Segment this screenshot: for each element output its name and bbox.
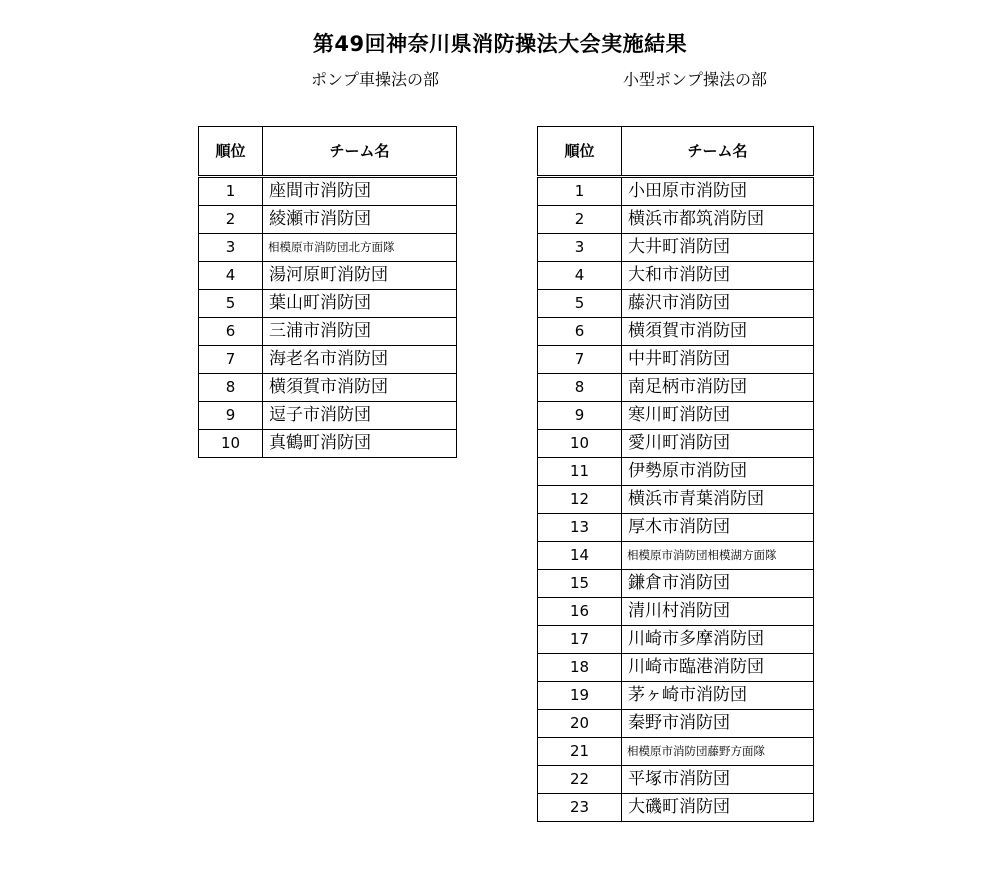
table-row (538, 514, 814, 542)
rank-cell: 9 (538, 402, 622, 430)
table-row (538, 290, 814, 318)
table-row (538, 486, 814, 514)
team-name-cell: 真鶴町消防団 (263, 430, 457, 458)
table-row (538, 458, 814, 486)
rank-cell: 11 (538, 458, 622, 486)
rank-cell: 5 (538, 290, 622, 318)
rank-cell: 18 (538, 654, 622, 682)
table-row (199, 430, 457, 458)
table-row (538, 206, 814, 234)
team-name-cell: 海老名市消防団 (263, 346, 457, 374)
table-row (538, 346, 814, 374)
rank-cell: 8 (538, 374, 622, 402)
team-name-cell: 綾瀬市消防団 (263, 206, 457, 234)
team-name-cell: 横浜市青葉消防団 (622, 486, 814, 514)
rank-cell: 4 (199, 262, 263, 290)
team-name-cell: 中井町消防団 (622, 346, 814, 374)
team-name-cell: 三浦市消防団 (263, 318, 457, 346)
table-row (538, 682, 814, 710)
team-name-cell: 伊勢原市消防団 (622, 458, 814, 486)
rank-cell: 10 (199, 430, 263, 458)
rank-cell: 22 (538, 766, 622, 794)
team-name-cell: 大和市消防団 (622, 262, 814, 290)
rank-cell: 7 (199, 346, 263, 374)
table-row (538, 318, 814, 346)
rank-cell: 17 (538, 626, 622, 654)
table-row (199, 374, 457, 402)
table-row (538, 177, 814, 206)
rank-cell: 8 (199, 374, 263, 402)
table-row (538, 738, 814, 766)
table-row (538, 402, 814, 430)
team-name-cell: 寒川町消防団 (622, 402, 814, 430)
team-name-cell: 平塚市消防団 (622, 766, 814, 794)
rank-cell: 20 (538, 710, 622, 738)
table-row (199, 290, 457, 318)
table-row (199, 402, 457, 430)
pump-section-heading: ポンプ車操法の部 (310, 70, 439, 89)
rank-cell: 6 (199, 318, 263, 346)
table-header-row (538, 127, 814, 177)
table-row (538, 626, 814, 654)
rank-column-header: 順位 (199, 127, 263, 177)
rank-cell: 2 (538, 206, 622, 234)
table-row (538, 794, 814, 822)
team-name-cell: 湯河原町消防団 (263, 262, 457, 290)
table-row (199, 346, 457, 374)
team-name-cell: 愛川町消防団 (622, 430, 814, 458)
rank-cell: 5 (199, 290, 263, 318)
small-pump-section-heading: 小型ポンプ操法の部 (622, 70, 767, 89)
rank-cell: 1 (199, 177, 263, 206)
table-row (538, 262, 814, 290)
table-row (199, 206, 457, 234)
team-name-cell: 川崎市臨港消防団 (622, 654, 814, 682)
team-name-cell: 座間市消防団 (263, 177, 457, 206)
rank-cell: 9 (199, 402, 263, 430)
team-name-cell: 鎌倉市消防団 (622, 570, 814, 598)
small-pump-results-table (537, 126, 814, 822)
team-name-cell: 逗子市消防団 (263, 402, 457, 430)
rank-cell: 12 (538, 486, 622, 514)
rank-cell: 4 (538, 262, 622, 290)
team-name-cell: 相模原市消防団北方面隊 (263, 234, 457, 262)
rank-cell: 13 (538, 514, 622, 542)
team-column-header: チーム名 (263, 127, 457, 177)
table-row (199, 177, 457, 206)
rank-cell: 1 (538, 177, 622, 206)
team-name-cell: 秦野市消防団 (622, 710, 814, 738)
team-name-cell: 厚木市消防団 (622, 514, 814, 542)
rank-cell: 3 (538, 234, 622, 262)
rank-cell: 10 (538, 430, 622, 458)
table-row (538, 542, 814, 570)
team-name-cell: 南足柄市消防団 (622, 374, 814, 402)
rank-cell: 15 (538, 570, 622, 598)
pump-results-table (198, 126, 457, 458)
team-name-cell: 茅ヶ崎市消防団 (622, 682, 814, 710)
team-name-cell: 横浜市都筑消防団 (622, 206, 814, 234)
team-name-cell: 川崎市多摩消防団 (622, 626, 814, 654)
team-name-cell: 藤沢市消防団 (622, 290, 814, 318)
team-name-cell: 大磯町消防団 (622, 794, 814, 822)
team-name-cell: 清川村消防団 (622, 598, 814, 626)
table-row (199, 234, 457, 262)
rank-cell: 21 (538, 738, 622, 766)
table-row (538, 570, 814, 598)
rank-cell: 23 (538, 794, 622, 822)
team-name-cell: 相模原市消防団相模湖方面隊 (622, 542, 814, 570)
team-name-cell: 横須賀市消防団 (622, 318, 814, 346)
table-row (538, 766, 814, 794)
rank-column-header: 順位 (538, 127, 622, 177)
team-name-cell: 葉山町消防団 (263, 290, 457, 318)
rank-cell: 14 (538, 542, 622, 570)
team-name-cell: 大井町消防団 (622, 234, 814, 262)
table-row (538, 430, 814, 458)
rank-cell: 2 (199, 206, 263, 234)
table-row (538, 654, 814, 682)
page-title: 第49回神奈川県消防操法大会実施結果 (312, 32, 688, 56)
table-row (199, 318, 457, 346)
table-row (538, 710, 814, 738)
table-row (199, 262, 457, 290)
rank-cell: 16 (538, 598, 622, 626)
rank-cell: 7 (538, 346, 622, 374)
table-row (538, 374, 814, 402)
team-name-cell: 横須賀市消防団 (263, 374, 457, 402)
table-row (538, 234, 814, 262)
team-column-header: チーム名 (622, 127, 814, 177)
rank-cell: 3 (199, 234, 263, 262)
rank-cell: 6 (538, 318, 622, 346)
table-header-row (199, 127, 457, 177)
team-name-cell: 相模原市消防団藤野方面隊 (622, 738, 814, 766)
team-name-cell: 小田原市消防団 (622, 177, 814, 206)
rank-cell: 19 (538, 682, 622, 710)
table-row (538, 598, 814, 626)
